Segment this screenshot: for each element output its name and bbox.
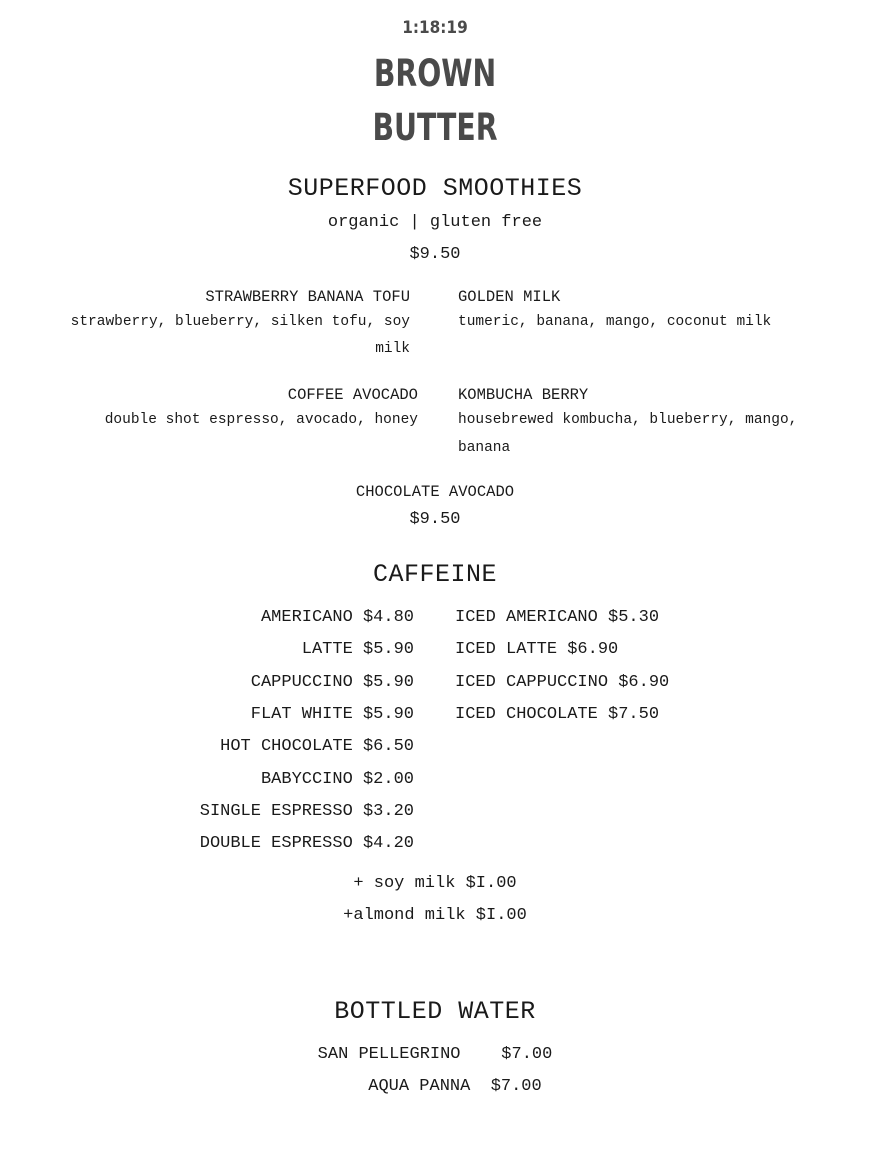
menu-item: HOT CHOCOLATE $6.50: [220, 737, 414, 756]
menu-item-description: tumeric, banana, mango, coconut milk: [458, 314, 772, 330]
menu-item-name: KOMBUCHA BERRY: [458, 386, 589, 404]
section-title-smoothies: SUPERFOOD SMOOTHIES: [287, 174, 583, 203]
menu-item-description: banana: [458, 440, 511, 456]
menu-item-description: double shot espresso, avocado, honey: [104, 412, 418, 428]
section-title-caffeine: CAFFEINE: [372, 560, 498, 589]
menu-item-price: $9.50: [409, 510, 461, 529]
menu-item: LATTE $5.90: [301, 640, 414, 659]
menu-item: ICED CAPPUCCINO $6.90: [455, 673, 670, 692]
menu-item-name: COFFEE AVOCADO: [287, 386, 418, 404]
addon-soy-milk: + soy milk $I.00: [353, 874, 517, 893]
menu-item-description: housebrewed kombucha, blueberry, mango,: [458, 412, 798, 428]
brand-name-line1: BROWN: [373, 52, 497, 95]
smoothies-tagline: organic | gluten free: [327, 213, 543, 232]
menu-item-description: milk: [375, 341, 410, 357]
menu-item: FLAT WHITE $5.90: [250, 705, 414, 724]
menu-item-description: strawberry, blueberry, silken tofu, soy: [70, 314, 410, 330]
menu-item-name: CHOCOLATE AVOCADO: [355, 483, 515, 501]
section-title-water: BOTTLED WATER: [334, 997, 536, 1026]
menu-item: CAPPUCCINO $5.90: [250, 673, 414, 692]
smoothies-price: $9.50: [409, 245, 461, 264]
time-stamp: 1:18:19: [402, 18, 468, 38]
menu-item: ICED AMERICANO $5.30: [455, 608, 660, 627]
addon-almond-milk: +almond milk $I.00: [343, 906, 527, 925]
menu-item: ICED CHOCOLATE $7.50: [455, 705, 660, 724]
brand-name-line2: BUTTER: [372, 106, 498, 149]
menu-item: ICED LATTE $6.90: [455, 640, 619, 659]
menu-item: SINGLE ESPRESSO $3.20: [199, 802, 414, 821]
menu-item: DOUBLE ESPRESSO $4.20: [199, 834, 414, 853]
menu-item-name: STRAWBERRY BANANA TOFU: [205, 288, 410, 306]
menu-item-name: GOLDEN MILK: [458, 288, 561, 306]
menu-item: AQUA PANNA $7.00: [368, 1077, 542, 1096]
menu-item: BABYCCINO $2.00: [260, 770, 414, 789]
menu-item: AMERICANO $4.80: [260, 608, 414, 627]
menu-item: SAN PELLEGRINO $7.00: [317, 1045, 553, 1064]
